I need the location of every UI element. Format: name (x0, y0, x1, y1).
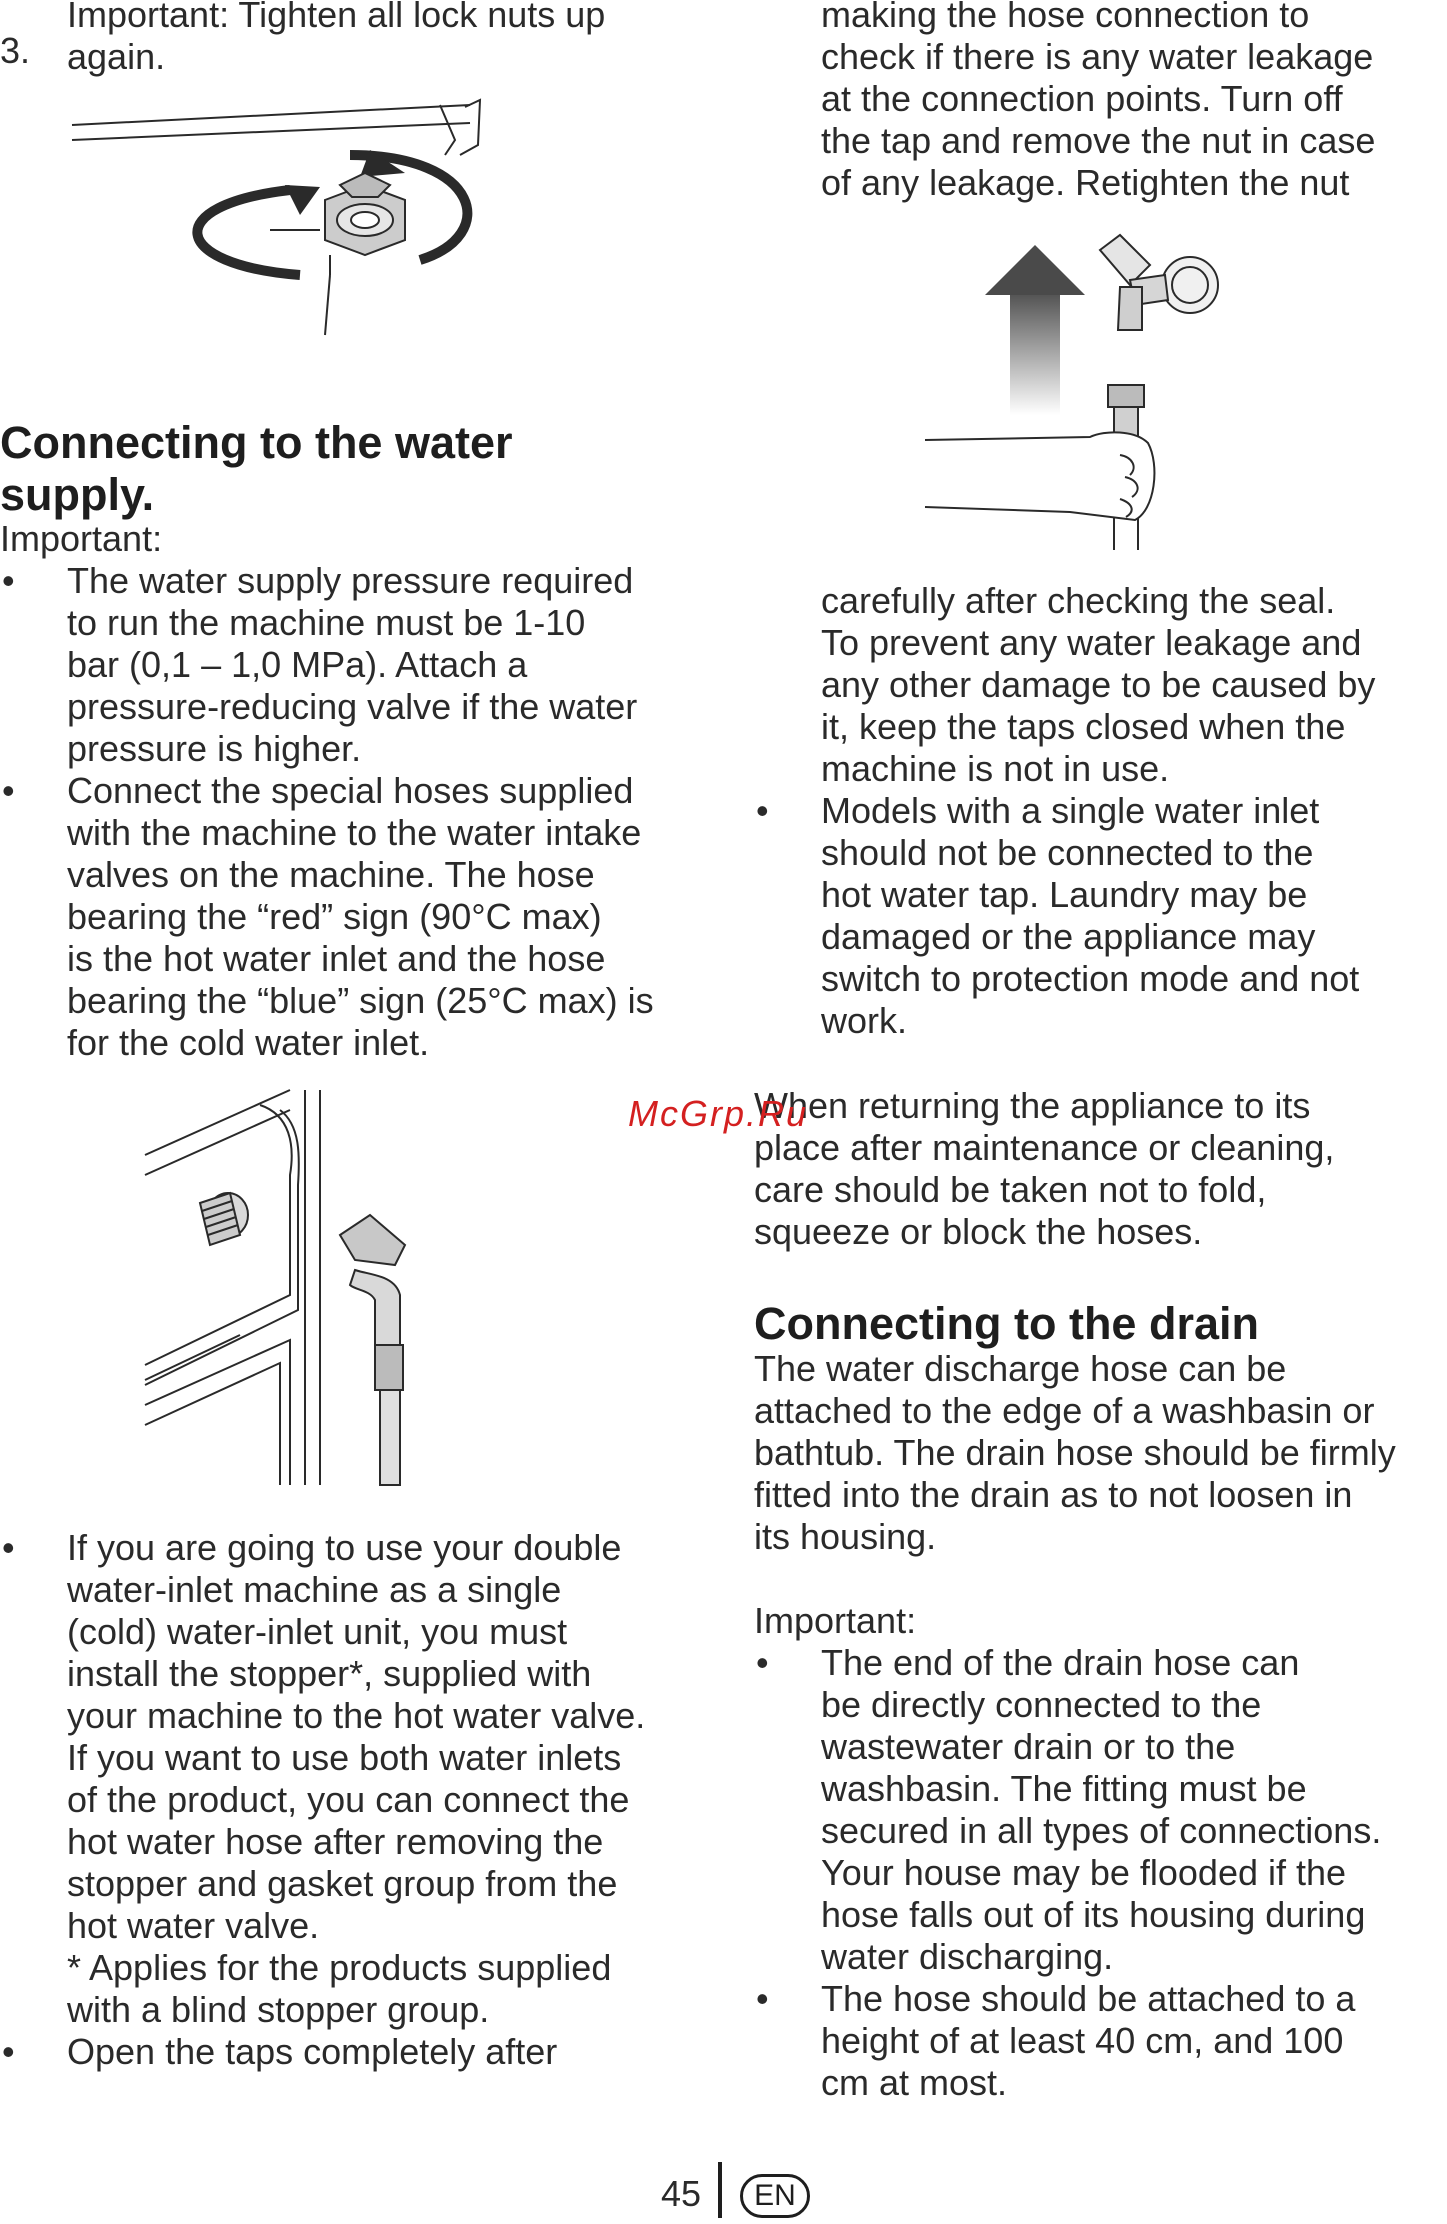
language-badge: EN (740, 2174, 810, 2218)
continued-line: carefully after checking the seal. (821, 580, 1336, 621)
bullet2-line: for the cold water inlet. (67, 1022, 430, 1063)
continued-line: of any leakage. Retighten the nut (821, 162, 1350, 203)
step3-line-2: again. (67, 36, 166, 77)
bullet5-line: Models with a single water inlet (821, 790, 1320, 831)
section-heading-water-line-1: Connecting to the water (0, 417, 513, 468)
bullet-marker: • (2, 560, 15, 601)
bullet3-line: (cold) water-inlet unit, you must (67, 1611, 568, 1652)
bullet-marker: • (756, 1642, 769, 1683)
bullet6-line: hose falls out of its housing during (821, 1894, 1366, 1935)
continued-line: machine is not in use. (821, 748, 1170, 789)
hose-tap-connection-illustration (920, 225, 1240, 555)
continued-line: To prevent any water leakage and (821, 622, 1362, 663)
bullet7-line: cm at most. (821, 2062, 1008, 2103)
bullet2-line: bearing the “blue” sign (25°C max) is (67, 980, 654, 1021)
drain-line: its housing. (754, 1516, 937, 1557)
bullet5-line: switch to protection mode and not (821, 958, 1360, 999)
bullet5-line: should not be connected to the (821, 832, 1314, 873)
bullet-marker: • (2, 1527, 15, 1568)
bullet1-line: pressure is higher. (67, 728, 362, 769)
drain-line: attached to the edge of a washbasin or (754, 1390, 1375, 1431)
returning-line: squeeze or block the hoses. (754, 1211, 1203, 1252)
continued-line: the tap and remove the nut in case (821, 120, 1376, 161)
bullet-marker: • (756, 1978, 769, 2019)
bullet-marker: • (2, 2031, 15, 2072)
continued-line: at the connection points. Turn off (821, 78, 1343, 119)
drain-line: bathtub. The drain hose should be firmly (754, 1432, 1396, 1473)
section-heading-drain: Connecting to the drain (754, 1298, 1259, 1349)
returning-line: When returning the appliance to its (754, 1085, 1311, 1126)
bullet2-line: bearing the “red” sign (90°C max) (67, 896, 602, 937)
bullet3-line: install the stopper*, supplied with (67, 1653, 592, 1694)
bullet1-line: The water supply pressure required (67, 560, 634, 601)
bullet3-line: water-inlet machine as a single (67, 1569, 562, 1610)
bullet7-line: height of at least 40 cm, and 100 (821, 2020, 1344, 2061)
bullet3-line: If you want to use both water inlets (67, 1737, 622, 1778)
drain-line: The water discharge hose can be (754, 1348, 1287, 1389)
bullet2-line: Connect the special hoses supplied (67, 770, 634, 811)
page-number: 45 (661, 2173, 702, 2214)
bullet2-line: valves on the machine. The hose (67, 854, 595, 895)
bullet-marker: • (2, 770, 15, 811)
continued-line: it, keep the taps closed when the (821, 706, 1346, 747)
bullet3-line: If you are going to use your double (67, 1527, 622, 1568)
important-label: Important: (0, 518, 163, 559)
watermark: McGrp.Ru (628, 1093, 809, 1134)
bullet6-line: washbasin. The fitting must be (821, 1768, 1307, 1809)
bullet6-line: be directly connected to the (821, 1684, 1262, 1725)
continued-line: any other damage to be caused by (821, 664, 1376, 705)
bullet1-line: to run the machine must be 1-10 (67, 602, 586, 643)
machine-water-inlet-illustration (140, 1085, 440, 1485)
footer-divider (718, 2162, 722, 2218)
bullet7-line: The hose should be attached to a (821, 1978, 1356, 2019)
bullet6-line: Your house may be flooded if the (821, 1852, 1347, 1893)
bullet2-line: is the hot water inlet and the hose (67, 938, 606, 979)
returning-line: place after maintenance or cleaning, (754, 1127, 1335, 1168)
bullet3-line: with a blind stopper group. (67, 1989, 490, 2030)
important-label: Important: (754, 1600, 917, 1641)
bullet3-line: stopper and gasket group from the (67, 1863, 618, 1904)
continued-line: check if there is any water leakage (821, 36, 1374, 77)
bullet6-line: secured in all types of connections. (821, 1810, 1382, 1851)
bullet-marker: • (756, 790, 769, 831)
bullet1-line: bar (0,1 – 1,0 MPa). Attach a (67, 644, 528, 685)
bullet6-line: The end of the drain hose can (821, 1642, 1300, 1683)
bullet3-line: * Applies for the products supplied (67, 1947, 612, 1988)
bullet4-line: Open the taps completely after (67, 2031, 558, 2072)
lock-nut-tightening-illustration (60, 95, 580, 345)
bullet5-line: work. (821, 1000, 908, 1041)
step3-line-1: Important: Tighten all lock nuts up (67, 0, 606, 35)
bullet3-line: hot water valve. (67, 1905, 320, 1946)
bullet5-line: hot water tap. Laundry may be (821, 874, 1308, 915)
bullet2-line: with the machine to the water intake (67, 812, 642, 853)
bullet1-line: pressure-reducing valve if the water (67, 686, 638, 727)
bullet6-line: water discharging. (821, 1936, 1114, 1977)
step-number: 3. (0, 30, 31, 71)
bullet3-line: of the product, you can connect the (67, 1779, 630, 1820)
bullet3-line: your machine to the hot water valve. (67, 1695, 646, 1736)
drain-line: fitted into the drain as to not loosen in (754, 1474, 1353, 1515)
continued-line: making the hose connection to (821, 0, 1310, 35)
bullet6-line: wastewater drain or to the (821, 1726, 1236, 1767)
bullet3-line: hot water hose after removing the (67, 1821, 604, 1862)
returning-line: care should be taken not to fold, (754, 1169, 1267, 1210)
bullet5-line: damaged or the appliance may (821, 916, 1316, 957)
section-heading-water-line-2: supply. (0, 469, 155, 520)
